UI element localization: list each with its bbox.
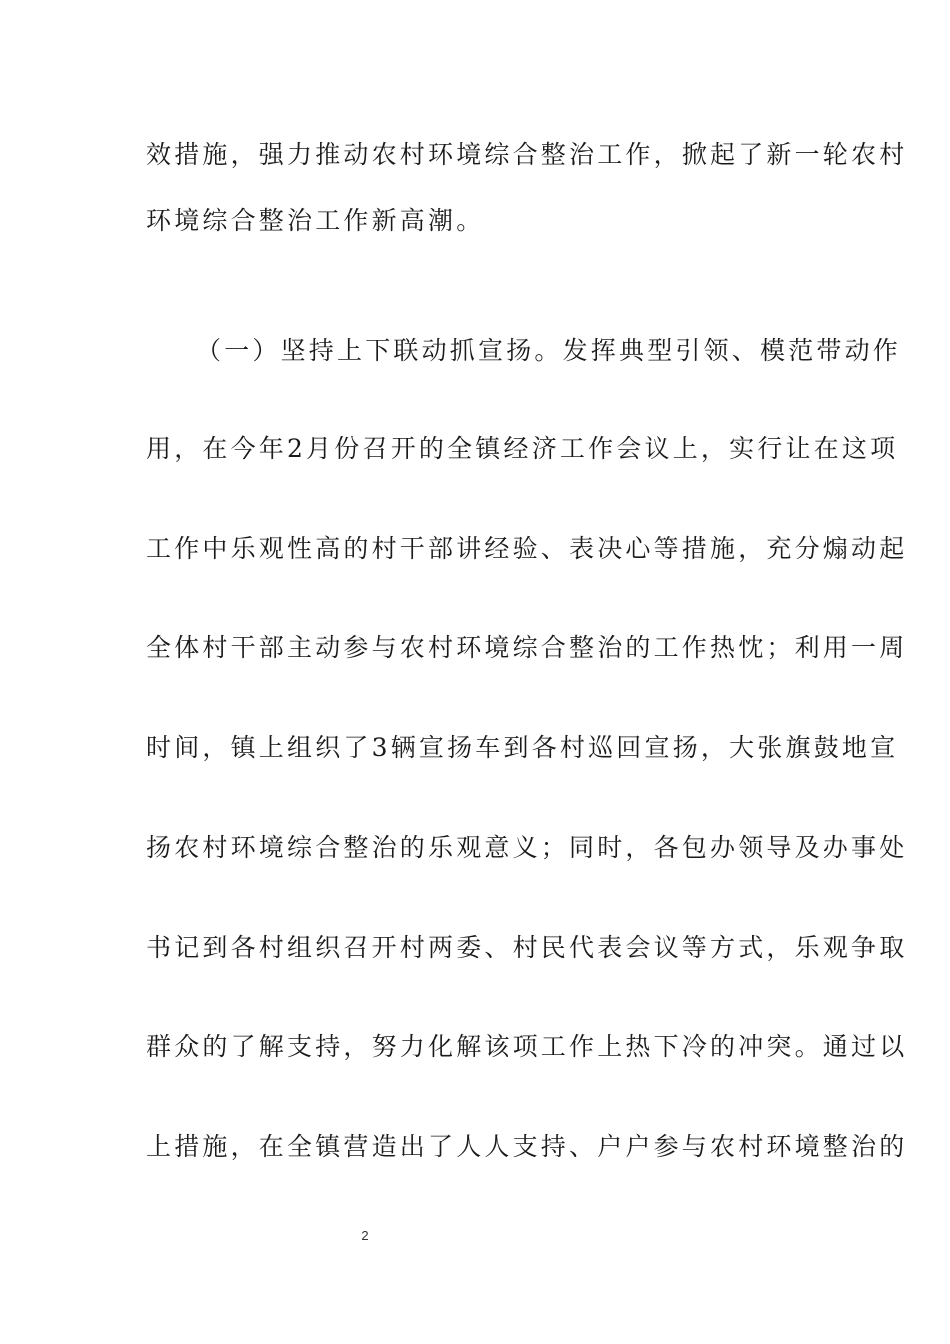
text-line: 上措施，在全镇营造出了人人支持、户户参与农村环境整治的 <box>146 1132 908 1161</box>
text-line: 全体村干部主动参与农村环境综合整治的工作热忱；利用一周 <box>146 633 908 662</box>
text-line: 书记到各村组织召开村两委、村民代表会议等方式，乐观争取 <box>146 933 908 962</box>
text-line: 时间，镇上组织了3辆宣扬车到各村巡回宣扬，大张旗鼓地宣 <box>146 733 899 762</box>
text-line: 扬农村环境综合整治的乐观意义；同时，各包办领导及办事处 <box>146 833 908 862</box>
text-line: 工作中乐观性高的村干部讲经验、表决心等措施，充分煽动起 <box>146 534 908 563</box>
page-number: 2 <box>361 1228 369 1243</box>
paragraph-first-line: （一）坚持上下联动抓宣扬。发挥典型引领、模范带动作 <box>196 336 902 365</box>
text-line: 群众的了解支持，努力化解该项工作上热下冷的冲突。通过以 <box>146 1032 908 1061</box>
text-line: 环境综合整治工作新高潮。 <box>146 206 485 235</box>
text-line: 用，在今年2月份召开的全镇经济工作会议上，实行让在这项 <box>146 434 899 463</box>
text-line: 效措施，强力推动农村环境综合整治工作，掀起了新一轮农村 <box>146 140 908 169</box>
